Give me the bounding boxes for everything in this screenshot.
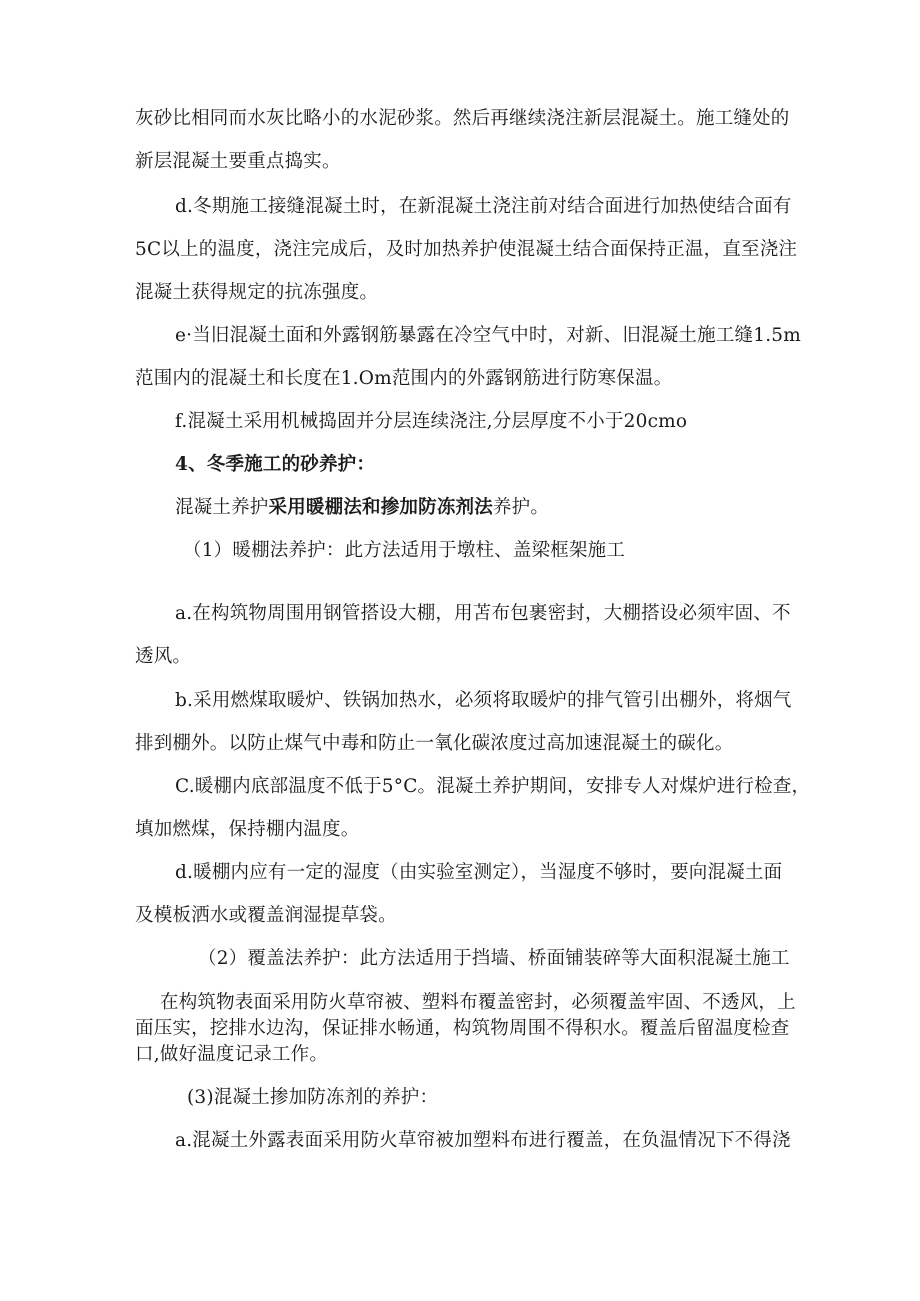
paragraph-line: d.暖棚内应有一定的湿度（由实验室测定），当湿度不够时，要向混凝土面 (175, 862, 783, 883)
paragraph-line: 口,做好温度记录工作。 (135, 1044, 329, 1065)
section-heading: 4、冬季施工的砂养护： (175, 454, 376, 475)
paragraph-line: e·当旧混凝土面和外露钢筋暴露在冷空气中时，对新、旧混凝土施工缝1.5m (175, 325, 801, 346)
paragraph-line: 面压实，挖排水边沟，保证排水畅通，构筑物周围不得积水。覆盖后留温度检查 (135, 1018, 790, 1039)
text-run: 养护。 (492, 497, 550, 518)
paragraph-line: a.在构筑物周围用钢管搭设大棚，用苫布包裹密封，大棚搭设必须牢固、不 (175, 603, 791, 624)
paragraph-line: 及模板洒水或覆盖润湿提草袋。 (135, 905, 397, 926)
paragraph-line: d.冬期施工接缝混凝土时，在新混凝土浇注前对结合面进行加热使结合面有 (175, 196, 792, 217)
paragraph-line: 新层混凝土要重点捣实。 (135, 151, 341, 172)
subsection-heading: （2）覆盖法养护：此方法适用于挡墙、桥面铺装碎等大面积混凝土施工 (198, 948, 790, 969)
paragraph-line: 填加燃煤，保持棚内温度。 (135, 819, 360, 840)
text-run-bold: 采用暖棚法和掺加防冻剂法 (268, 497, 493, 518)
subsection-heading: (3)混凝土掺加防冻剂的养护： (187, 1087, 439, 1108)
paragraph-line: 5C以上的温度，浇注完成后，及时加热养护使混凝土结合面保持正温，直至浇注 (135, 239, 798, 260)
paragraph-line: b.采用燃煤取暖炉、铁锅加热水，必须将取暖炉的排气管引出棚外，将烟气 (175, 690, 792, 711)
text-run: 混凝土养护 (175, 497, 269, 518)
paragraph-line: 范围内的混凝土和长度在1.Om范围内的外露钢筋进行防寒保温。 (135, 368, 673, 389)
paragraph-line: C.暖棚内底部温度不低于5°C。混凝土养护期间，安排专人对煤炉进行检查， (175, 776, 811, 797)
paragraph-line: 在构筑物表面采用防火草帘被、塑料布覆盖密封，必须覆盖牢固、不透风，上 (160, 992, 796, 1013)
paragraph-line: 透风。 (135, 646, 192, 667)
paragraph-line: f.混凝土采用机械捣固并分层连续浇注,分层厚度不小于20cmo (175, 411, 688, 432)
paragraph-line: 灰砂比相同而水灰比略小的水泥砂浆。然后再继续浇注新层混凝土。施工缝处的 (135, 108, 790, 129)
paragraph-line (175, 495, 830, 521)
paragraph-line: 排到棚外。以防止煤气中毒和防止一氧化碳浓度过高加速混凝土的碳化。 (135, 733, 734, 754)
paragraph-line: 混凝土获得规定的抗冻强度。 (135, 282, 379, 303)
paragraph-line: a.混凝土外露表面采用防火草帘被加塑料布进行覆盖，在负温情况下不得浇 (175, 1130, 791, 1151)
subsection-heading: （1）暖棚法养护：此方法适用于墩柱、盖梁框架施工 (183, 540, 626, 561)
